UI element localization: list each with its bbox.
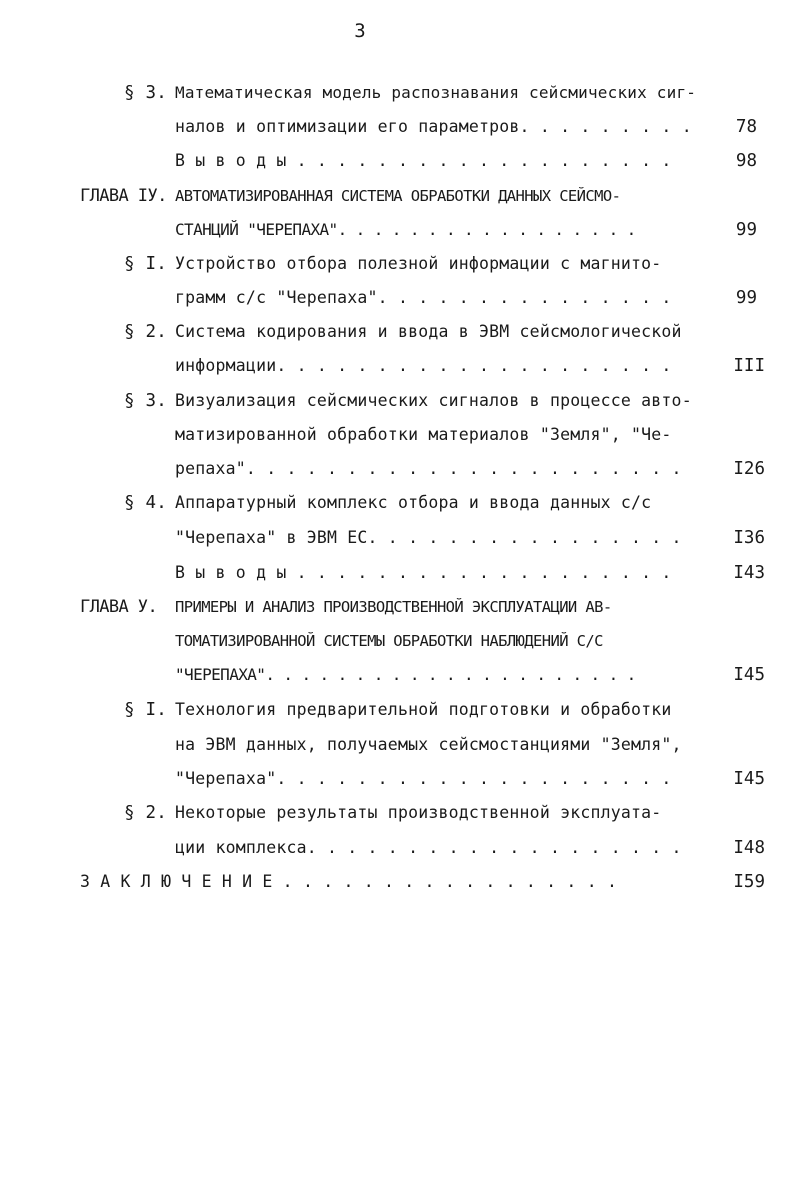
toc-section-label: § 4. [124,493,167,513]
toc-page-ref: I45 [733,769,765,789]
toc-section-label: § 2. [124,322,167,342]
toc-section-title: репаха". . . . . . . . . . . . . . . . . . . . . . [175,459,682,478]
toc-section-title: Визуализация сейсмических сигналов в процессе авто- [175,391,692,410]
toc-section-label: § 3. [124,83,167,103]
toc-section-title: Устройство отбора полезной информации с магнито- [175,254,662,273]
toc-page-ref: I26 [733,459,765,479]
toc-section-title: ции комплекса. . . . . . . . . . . . . . . . . . . [175,838,682,857]
toc-conclusions: В ы в о д ы . . . . . . . . . . . . . . . . . . . [175,151,672,170]
toc-page-ref: 78 [735,117,757,137]
toc-section-title: Некоторые результаты производственной эксплуата- [175,803,662,822]
toc-page-ref: I45 [733,665,765,685]
toc-section-title: Технология предварительной подготовки и обработки [175,700,672,719]
toc-conclusions: В ы в о д ы . . . . . . . . . . . . . . . . . . . [175,563,672,582]
toc-section-title: Система кодирования и ввода в ЭВМ сейсмологической [175,322,682,341]
toc-page-ref: 99 [735,288,757,308]
toc-section-title: информации. . . . . . . . . . . . . . . . . . . . [175,356,672,375]
toc-section-label: § 2. [124,803,167,823]
toc-page-ref: III [733,356,765,376]
toc-chapter-title: "ЧЕРЕПАХА". . . . . . . . . . . . . . . . . . . . . [175,665,636,684]
toc-section-label: § 3. [124,391,167,411]
toc-section-title: "Черепаха" в ЭВМ ЕС. . . . . . . . . . . . . . . . [175,528,682,547]
toc-section-title: "Черепаха". . . . . . . . . . . . . . . . . . . . [175,769,672,788]
toc-chapter-label: ГЛАВА IУ. [80,186,167,206]
toc-page-ref: I43 [733,563,765,583]
toc-section-title: Математическая модель распознавания сейсмических сиг- [175,83,697,102]
toc-chapter-title: ПРИМЕРЫ И АНАЛИЗ ПРОИЗВОДСТВЕННОЙ ЭКСПЛУАТАЦИИ АВ- [175,598,612,616]
toc-conclusion: З А К Л Ю Ч Е Н И Е . . . . . . . . . . . . . . . . . [80,872,618,891]
toc-chapter-label: ГЛАВА У. [80,597,158,617]
toc-chapter-title: СТАНЦИЙ "ЧЕРЕПАХА". . . . . . . . . . . . . . . . . [175,220,636,239]
toc-page-ref: I36 [733,528,765,548]
toc-page-ref: 99 [735,220,757,240]
toc-section-title: грамм с/с "Черепаха". . . . . . . . . . . . . . . [175,288,672,307]
toc-chapter-title: АВТОМАТИЗИРОВАННАЯ СИСТЕМА ОБРАБОТКИ ДАННЫХ СЕЙСМО- [175,187,621,205]
toc-section-title: налов и оптимизации его параметров. . . . . . . . . [175,117,692,136]
toc-section-title: на ЭВМ данных, получаемых сейсмостанциями "Земля", [175,735,682,754]
toc-page-ref: 98 [735,151,757,171]
toc-section-title: Аппаратурный комплекс отбора и ввода данных с/с [175,493,652,512]
toc-page-ref: I48 [733,838,765,858]
toc-section-label: § I. [124,254,167,274]
page-number: 3 [354,20,366,42]
toc-page-ref: I59 [733,872,765,892]
toc-section-label: § I. [124,700,167,720]
toc-section-title: матизированной обработки материалов "Земля", "Че- [175,425,672,444]
toc-chapter-title: ТОМАТИЗИРОВАННОЙ СИСТЕМЫ ОБРАБОТКИ НАБЛЮДЕНИЙ С/С [175,632,603,650]
